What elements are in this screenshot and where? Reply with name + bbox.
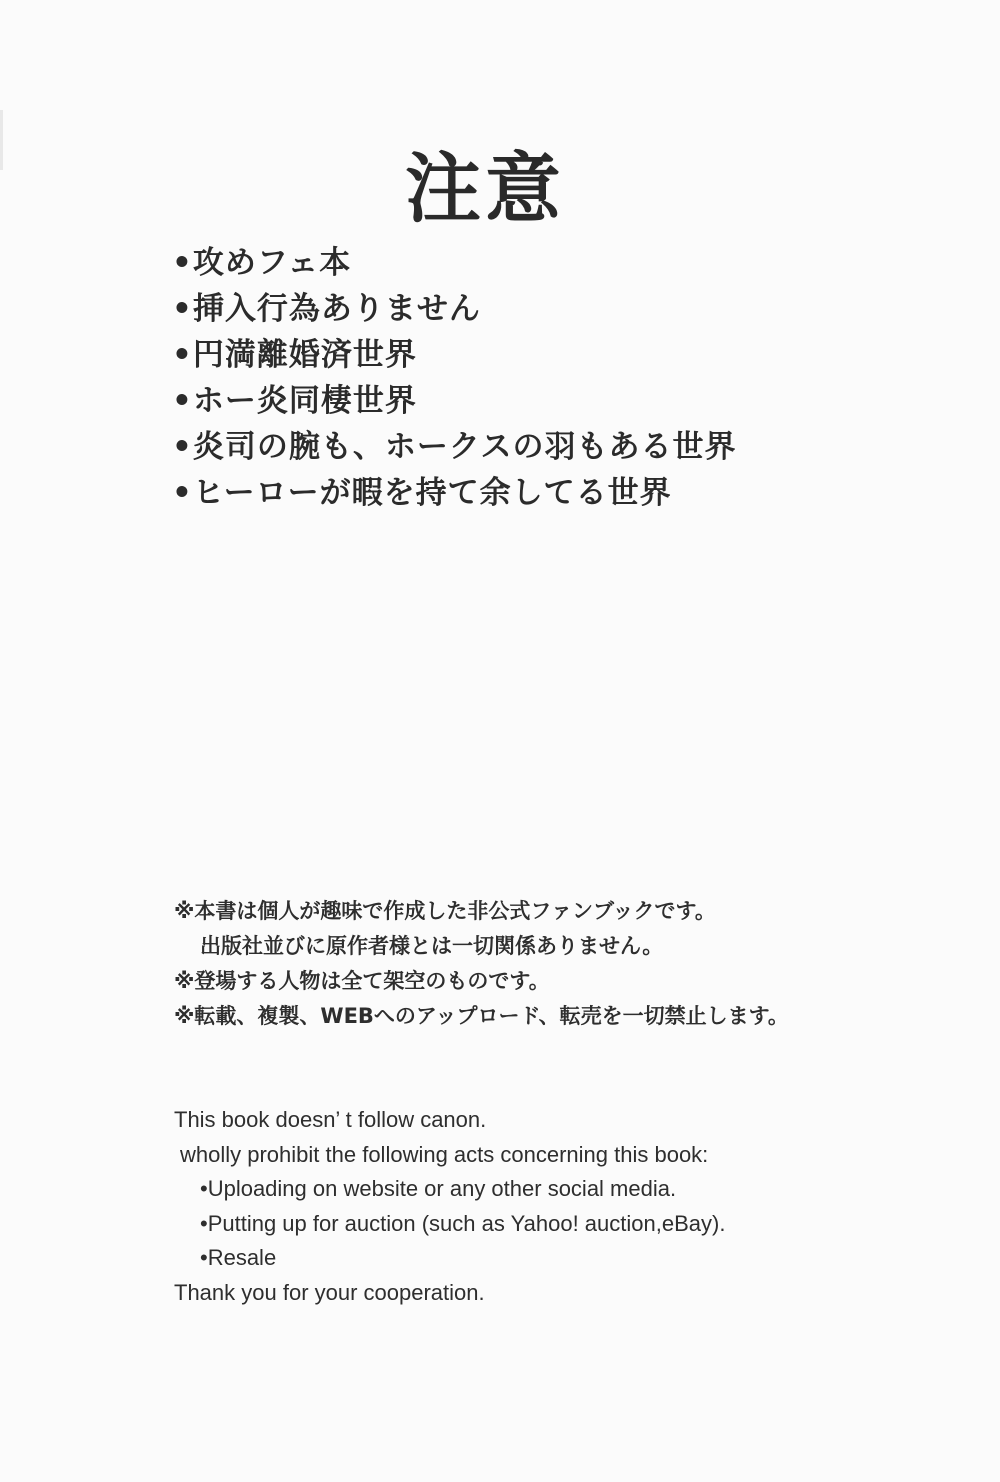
page-title: 注意 (405, 143, 565, 233)
english-notice (174, 1103, 725, 1311)
english-line: Thank you for your cooperation. (174, 1279, 485, 1305)
warning-item: •ヒーローが暇を持て余してる世界 (172, 475, 672, 511)
english-line: wholly prohibit the following acts concerning this book: (180, 1141, 709, 1167)
warning-item: •円満離婚済世界 (172, 337, 417, 373)
note-line: ※登場する人物は全て架空のものです。 (174, 969, 550, 993)
warning-list (172, 240, 737, 516)
english-line: This book doesn’ t follow canon. (174, 1107, 487, 1132)
english-list-item: •Resale (200, 1245, 277, 1271)
disclaimer-notes (174, 894, 789, 1034)
note-line: ※転載、複製、WEBへのアップロード、転売を一切禁止します。 (174, 1004, 789, 1028)
warning-item: •ホー炎同棲世界 (172, 383, 417, 419)
note-line: 出版社並びに原作者様とは一切関係ありません。 (200, 934, 664, 958)
english-list-item: •Uploading on website or any other social media. (200, 1176, 677, 1202)
english-list-item: •Putting up for auction (such as Yahoo! auction,eBay). (200, 1210, 726, 1236)
warning-item: •攻めフェ本 (172, 245, 352, 281)
note-line: ※本書は個人が趣味で作成した非公式ファンブックです。 (174, 899, 716, 923)
warning-item: •炎司の腕も、ホークスの羽もある世界 (172, 429, 737, 465)
warning-item: •挿入行為ありません (172, 291, 481, 327)
